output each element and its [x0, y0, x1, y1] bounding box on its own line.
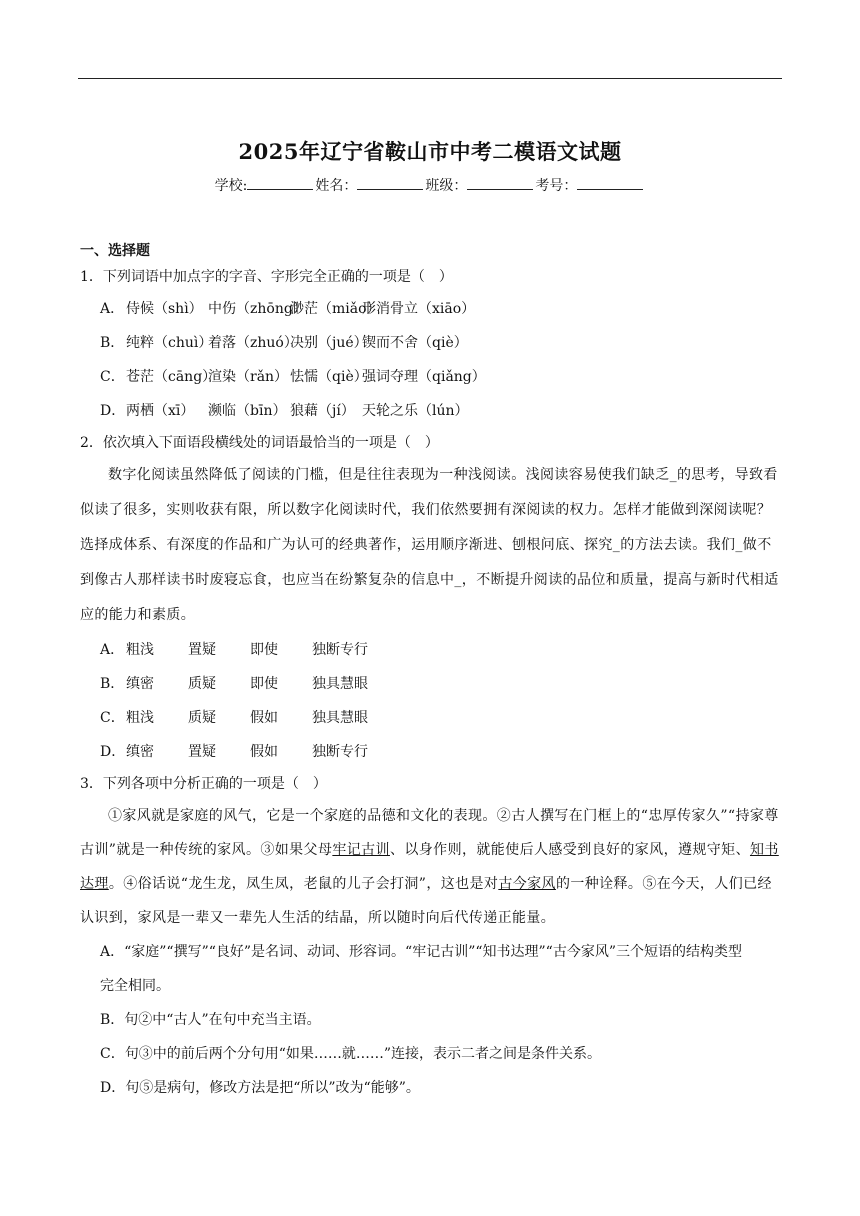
q2-option-b[interactable]: B． 缜密 质疑 即使 独具慧眼 [100, 676, 368, 692]
class-blank[interactable] [467, 177, 533, 190]
q3-option-d[interactable]: D．句⑤是病句，修改方法是把“所以”改为“能够”。 [100, 1080, 420, 1096]
question-1-stem: 1．下列词语中加点字的字音、字形完全正确的一项是（ ） [80, 269, 453, 285]
q3-option-a[interactable]: A．“家庭”“撰写”“良好”是名词、动词、形容词。“牢记古训”“知书达理”“古今家风”三个短语的结构类型 完全相同。 [100, 944, 742, 994]
q1-option-b[interactable]: B． 纯粹（chuì） 着落（zhuó） 决别（jué） 锲而不舍（qiè） [100, 335, 468, 351]
question-2-stem: 2．依次填入下面语段横线处的词语最恰当的一项是（ ） [80, 435, 439, 451]
underlined-phrase-3: 古今家风 [498, 876, 556, 892]
question-2-passage: 数字化阅读虽然降低了阅读的门槛，但是往往表现为一种浅阅读。浅阅读容易使我们缺乏_的思考，导致看似读了很多，实则收获有限，所以数字化阅读时代，我们依然要拥有深阅读的权力。怎样才能做到深阅读呢？选择成体系、有深度的作品和广为认可的经典著作，运用顺序渐进、刨根问底、探究_的方法去读。我们_做不到像古人那样读书时废寝忘食，也应当在纷繁复杂的信息中_，不断提升阅读的品位和质量，提高与新时代相适应的能力和素质。 [80, 467, 779, 623]
number-label: 考号： [535, 178, 578, 194]
underlined-phrase-2: 知书达理 [80, 842, 779, 892]
name-blank[interactable] [357, 177, 423, 190]
school-label: 学校: [214, 178, 248, 194]
question-2-options [80, 633, 784, 769]
header-rule [78, 78, 782, 79]
q2-option-c[interactable]: C． 粗浅 质疑 假如 独具慧眼 [100, 710, 368, 726]
name-label: 姓名： [315, 178, 358, 194]
school-blank[interactable] [247, 177, 313, 190]
underlined-phrase-1: 牢记古训 [332, 842, 390, 858]
q3-option-b[interactable]: B．句②中“古人”在句中充当主语。 [100, 1012, 321, 1028]
q1-option-c[interactable]: C． 苍茫（cāng） 渲染（rǎn） 怯懦（qiè） 强词夺理（qiǎng） [100, 369, 486, 385]
section-heading: 一、选择题 [80, 243, 150, 259]
question-3-stem: 3．下列各项中分析正确的一项是（ ） [80, 776, 327, 792]
number-blank[interactable] [577, 177, 643, 190]
question-1-options [80, 292, 784, 428]
q3-option-c[interactable]: C．句③中的前后两个分句用“如果……就……”连接，表示二者之间是条件关系。 [100, 1046, 602, 1062]
page-title: 2025年辽宁省鞍山市中考二模语文试题 [238, 139, 622, 164]
q1-option-d[interactable]: D． 两栖（xī） 濒临（bīn） 狼藉（jí） 天轮之乐（lún） [100, 403, 469, 419]
student-info-line [0, 175, 860, 195]
class-label: 班级： [425, 178, 468, 194]
q1-option-a[interactable]: A． 侍候（shì） 中伤（zhōng） 渺茫（miǎo） 形消骨立（xiāo） [100, 301, 476, 317]
q2-option-d[interactable]: D． 缜密 置疑 假如 独断专行 [100, 744, 368, 760]
exam-content [80, 240, 784, 1105]
q2-option-a[interactable]: A． 粗浅 置疑 即使 独断专行 [100, 642, 368, 658]
question-3-passage: ①家风就是家庭的风气，它是一个家庭的品德和文化的表现。②古人撰写在门框上的“忠厚传家久”“持家尊古训”就是一种传统的家风。③如果父母牢记古训、以身作则，就能使后人感受到良好的家风，遵规守矩、知书达理。④俗话说“龙生龙，凤生凤，老鼠的儿子会打洞”，这也是对古今家风的一种诠释。⑤在今天，人们已经认识到，家风是一辈又一辈先人生活的结晶，所以随时向后代传递正能量。 [80, 808, 779, 926]
